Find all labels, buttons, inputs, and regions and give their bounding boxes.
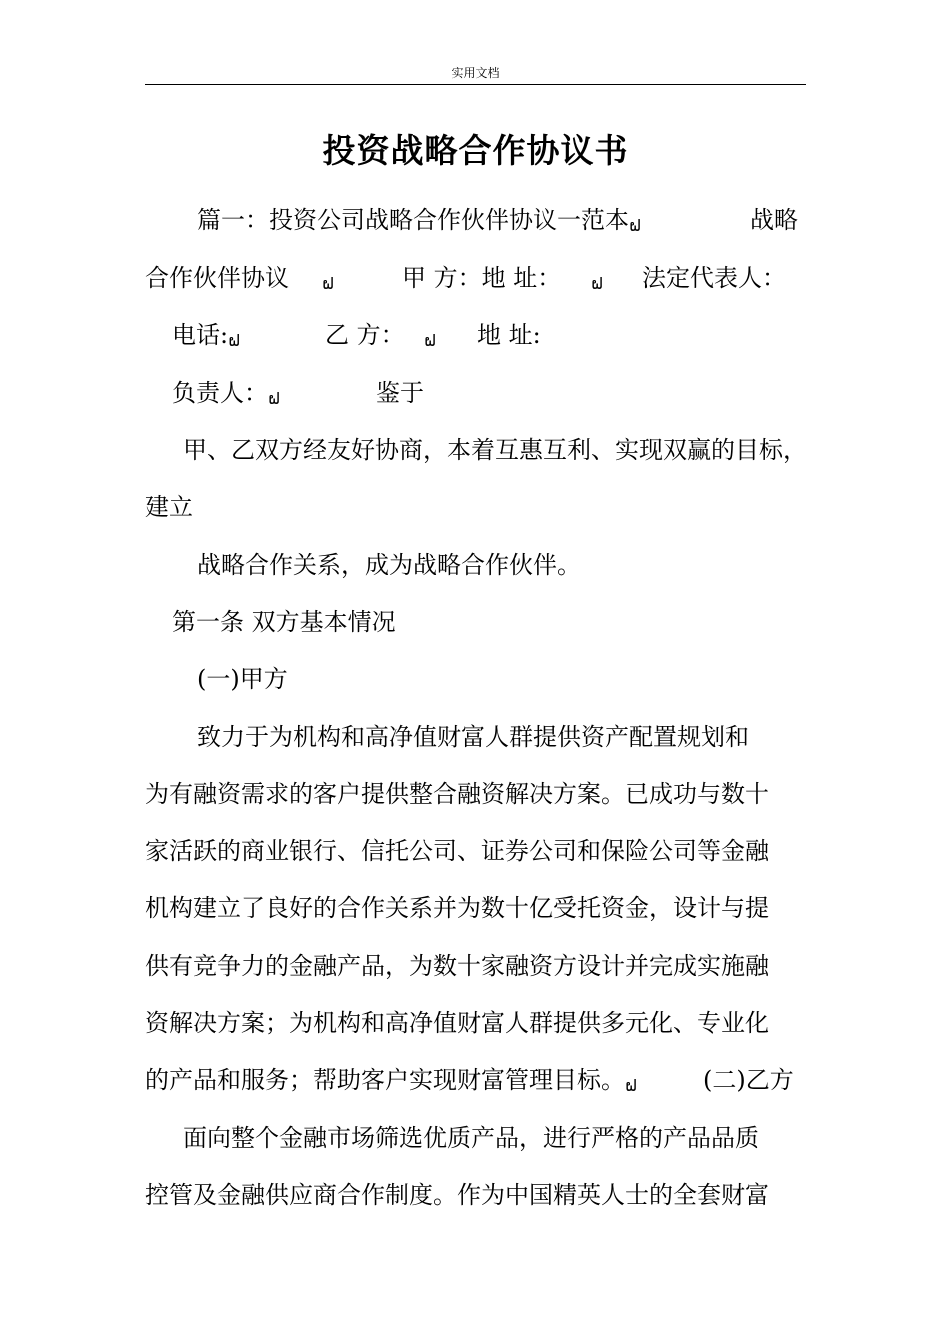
text-segment: 篇一：投资公司战略合作伙伴协议一范本 <box>197 206 629 234</box>
text-segment: 控管及金融供应商合作制度。作为中国精英人士的全套财富 <box>145 1181 769 1209</box>
paragraph-mark-icon: ຝ <box>591 274 604 293</box>
text-segment: 鉴于 <box>376 379 424 407</box>
text-segment: 机构建立了良好的合作关系并为数十亿受托资金，设计与提 <box>145 894 769 922</box>
text-segment: (二)乙方 <box>703 1066 794 1094</box>
text-segment: 电话: <box>172 321 229 349</box>
text-line <box>145 893 769 923</box>
text-line <box>145 1008 769 1038</box>
paragraph-mark-icon: ຝ <box>228 331 241 350</box>
text-segment: 战略 <box>750 206 798 234</box>
text-line <box>183 435 807 465</box>
text-line <box>197 722 749 752</box>
document-title: 投资战略合作协议书 <box>322 131 629 170</box>
text-segment: 致力于为机构和高净值财富人群提供资产配置规划和 <box>197 723 749 751</box>
text-line <box>145 951 769 981</box>
paragraph-mark-icon: ຝ <box>424 331 437 350</box>
text-segment: 面向整个金融市场筛选优质产品，进行严格的产品品质 <box>183 1124 759 1152</box>
text-segment: (一)甲方 <box>197 665 288 693</box>
text-line <box>145 779 769 809</box>
section-heading <box>172 607 396 637</box>
text-line <box>197 205 641 238</box>
text-line <box>145 1180 769 1210</box>
text-line <box>172 320 240 353</box>
text-segment: 合作伙伴协议 <box>145 264 289 292</box>
text-line <box>477 320 541 350</box>
text-segment: 资解决方案；为机构和高净值财富人群提供多元化、专业化 <box>145 1009 769 1037</box>
running-title: 实用文档 <box>451 66 500 80</box>
text-line <box>322 263 334 296</box>
text-segment: 供有竞争力的金融产品，为数十家融资方设计并完成实施融 <box>145 952 769 980</box>
text-segment: 乙 方： <box>325 321 405 349</box>
text-line <box>325 320 405 350</box>
subsection-heading <box>197 664 288 694</box>
text-segment: 地 址: <box>477 321 541 349</box>
text-segment: 战略合作关系，成为战略合作伙伴。 <box>197 551 581 579</box>
text-segment: 的产品和服务；帮助客户实现财富管理目标。 <box>145 1066 625 1094</box>
paragraph-mark-icon: ຝ <box>268 389 281 408</box>
text-segment: 建立 <box>145 493 193 521</box>
text-line <box>750 205 798 235</box>
paragraph-mark-icon: ຝ <box>322 274 335 293</box>
text-segment: 甲 方：地 址： <box>402 264 562 292</box>
text-segment: 为有融资需求的客户提供整合融资解决方案。已成功与数十 <box>145 780 769 808</box>
text-line <box>424 320 436 353</box>
subsection-heading <box>703 1065 794 1095</box>
text-segment: 甲、乙双方经友好协商，本着互惠互利、实现双赢的目标， <box>183 436 807 464</box>
text-line <box>402 263 561 293</box>
text-line <box>145 1065 637 1098</box>
text-line <box>183 1123 759 1153</box>
text-line <box>145 263 289 293</box>
text-segment: 家活跃的商业银行、信托公司、证券公司和保险公司等金融 <box>145 837 769 865</box>
paragraph-mark-icon: ຝ <box>629 216 642 235</box>
text-line <box>591 263 603 296</box>
text-segment: 第一条 双方基本情况 <box>172 608 396 636</box>
text-line <box>197 550 581 580</box>
text-segment: 负责人： <box>172 379 268 407</box>
text-line <box>145 836 769 866</box>
text-line <box>145 492 193 522</box>
page-header <box>145 64 806 85</box>
text-line <box>172 378 280 411</box>
text-line <box>376 378 424 408</box>
paragraph-mark-icon: ຝ <box>625 1076 638 1095</box>
text-line <box>642 263 786 293</box>
text-segment: 法定代表人： <box>642 264 786 292</box>
